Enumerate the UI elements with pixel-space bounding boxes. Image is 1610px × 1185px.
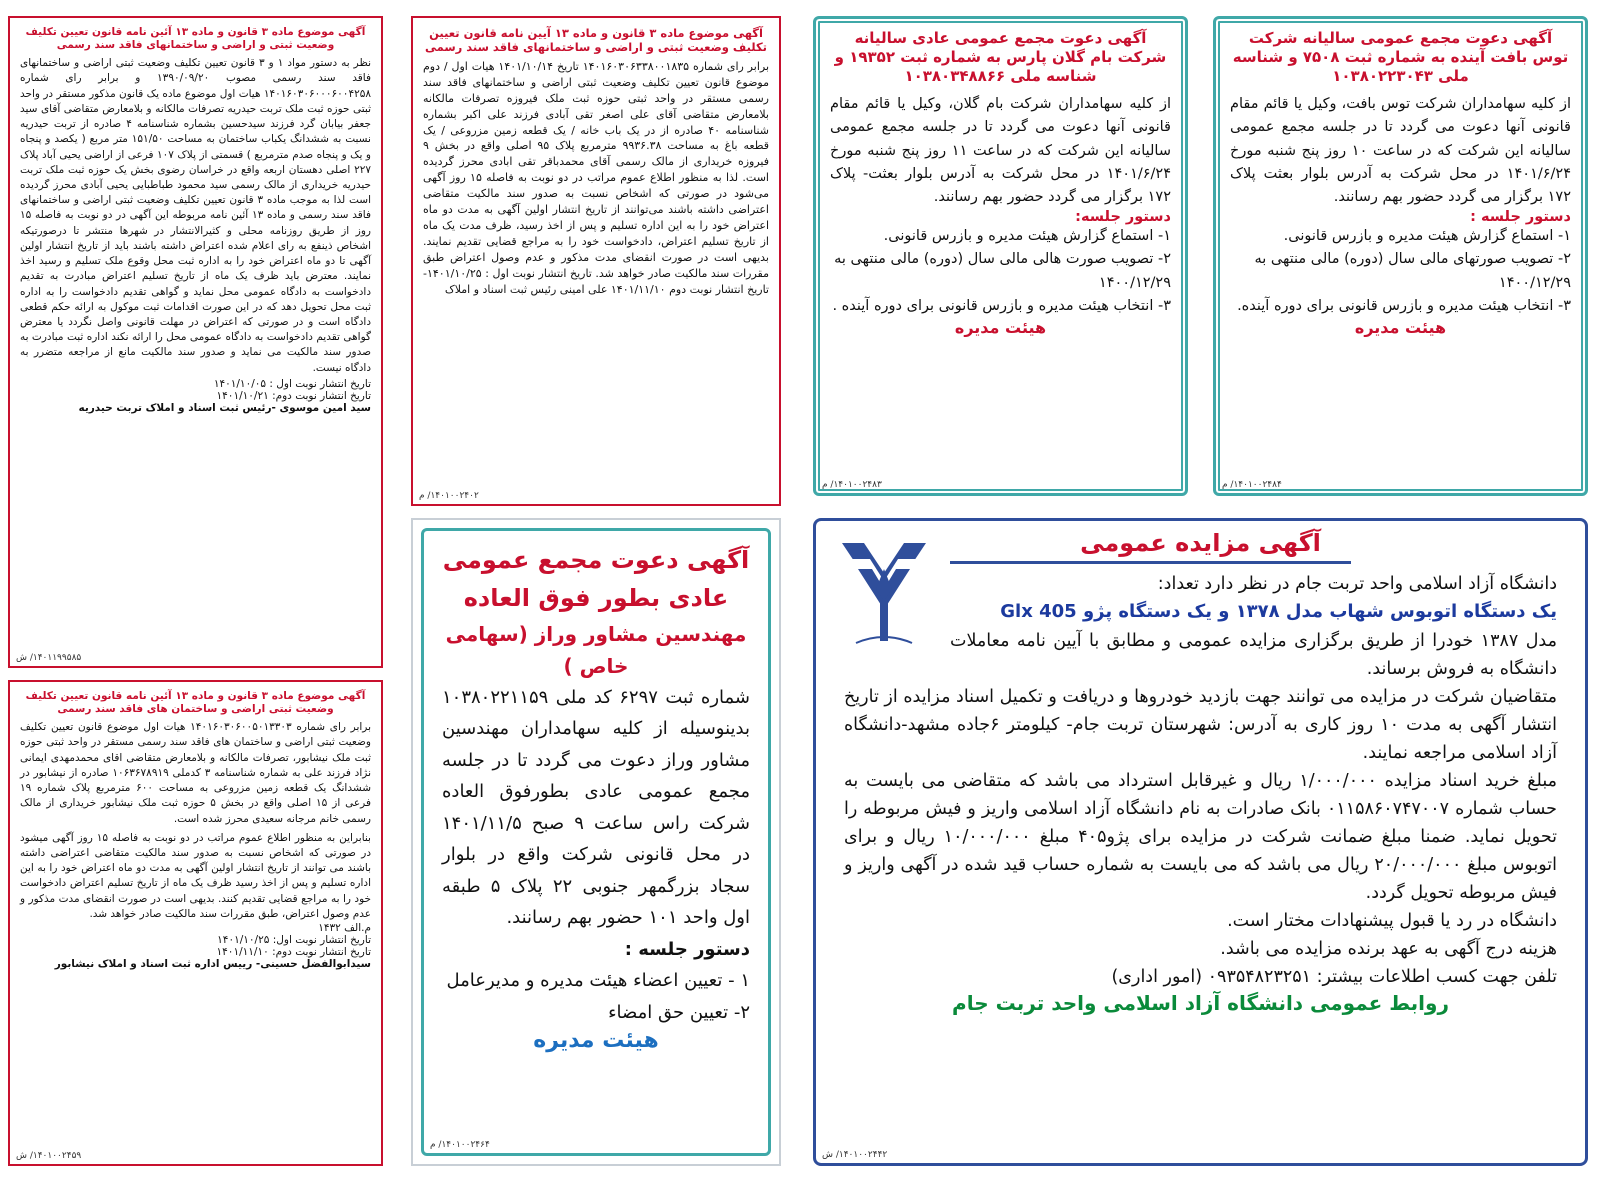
agenda-label: دستور جلسه :: [1470, 209, 1571, 226]
notice-code: ۱۴۰۱۰۰۲۴۰۲/ م: [419, 491, 479, 501]
land-notice-firouzeh: [411, 16, 781, 506]
notice-code: ۱۴۰۱۱۹۹۵۸۵/ ش: [16, 653, 82, 663]
agenda-item: ۱- استماع گزارش هیئت مدیره و بازرس قانونی.: [1283, 228, 1571, 245]
agenda-item: ۱- استماع گزارش هیئت مدیره و بازرس قانونی.: [883, 228, 1171, 245]
notice-title: آگهی موضوع ماده ۳ قانون و ماده ۱۳ آئین نامه قانون تعیین تکلیف وضعیت ثبتی و اراضی و ساختمانهای فاقد سند رسمی: [25, 26, 366, 52]
agenda-item: ۳- انتخاب هیئت مدیره و بازرس قانونی برای دوره آینده .: [832, 297, 1171, 314]
notice-body-continued: بنابراین به منظور اطلاع عموم مراتب در دو نوبت به فاصله ۱۵ روز آگهی میشود در صورتی که اشخاص نسبت به صدور سند مالکیت متقاضی اعتراضی داشته باشند می توانند از تاریخ انتشار اولین آگهی به مدت دو ماه اعتراض خود را به این اداره تسلیم و پس از اخذ رسید ظرف یک ماه از تاریخ تسلیم اعتراض دادخواست خود را به مراجع قضایی تقدیم کنند. بدیهی است در صورت انقضای مدت مذکور و عدم وصول اعتراض، طبق مقررات سند مالکیت صادر خواهد شد.: [20, 831, 371, 920]
agenda-item: ۲- تصویب صورتهای مالی سال (دوره) مالی منتهی به ۱۴۰۰/۱۲/۲۹: [1254, 251, 1571, 291]
notice-title: آگهی مزایده عمومی: [1080, 529, 1321, 557]
auction-paragraph: هزینه درج آگهی به عهد برنده مزایده می باشد.: [1220, 938, 1557, 959]
notice-body: شماره ثبت ۶۲۹۷ کد ملی ۱۰۳۸۰۲۲۱۱۵۹ بدینوسیله از کلیه سهامداران مهندسین مشاور وراز دعوت می گردد تا در جلسه مجمع عمومی عادی بطورفوق العاده شرکت راس ساعت ۹ صبح ۱۴۰۱/۱۱/۵ در محل قانونی شرکت واقع در بلوار سجاد بزرگمهر جنوبی ۲۲ پلاک ۵ طبقه اول واحد ۱۰۱ حضور بهم رسانند.: [442, 686, 751, 929]
university-logo-icon: [838, 539, 930, 651]
agenda-label: دستور جلسه:: [1075, 209, 1171, 226]
notice-title: آگهی دعوت مجمع عمومی سالیانه شرکت توس بافت آینده به شماره ثبت ۷۵۰۸ و شناسه ملی ۱۰۳۸۰۲۲۳۰۴۳: [1232, 29, 1569, 85]
publish-date-first: تاریخ انتشار نوبت اول : ۱۴۰۱/۱۰/۰۵: [213, 377, 371, 390]
publish-date-second: تاریخ انتشار نوبت دوم: ۱۴۰۱/۱۰/۲۱: [216, 389, 371, 402]
notice-code: ۱۴۰۱۰۰۲۴۸۴/ م: [1222, 480, 1282, 490]
notice-body: برابر رای شماره ۱۴۰۱۶۰۳۰۶۳۳۸۰۰۱۸۳۵ تاریخ ۱۴۰۱/۱۰/۱۴ هیات اول / دوم موضوع قانون تعیین تکلیف وضعیت ثبتی اراضی و ساختمانهای فاقد سند رسمی مستقر در واحد ثبتی حوزه ثبت ملک فیروزه تصرفات مالکانه بلامعارض متقاضی آقای علی اصغر تقی آبادی فرزند علی اکبر بشماره شناسنامه ۴۰ صادره از در یک باب خانه / یک قطعه زمین مزروعی / یک قطعه باغ به مساحت ۹۹۳۶.۳۸ مترمربع پلاک ۹۵ اصلی واقع در بخش ۹ فیروزه خریداری از مالک رسمی آقای محمدباقر تقی ابادی محرز گردیده است. لذا به منظور اطلاع عموم مراتب در دو نوبت به فاصله ۱۵ روز آگهی می‌شود در صورتی که اشخاص نسبت به صدور سند مالکیت متقاضی اعتراضی داشته باشند می‌توانند از تاریخ انتشار اولین آگهی به مدت دو ماه اعتراض خود را به این اداره تسلیم و پس از اخذ رسید، ظرف مدت یک ماه از تاریخ تسلیم اعتراض، دادخواست خود را به مراجع قضایی تقدیم نمایند. بدیهی است در صورت انقضای مدت مذکور و عدم وصول اعتراض طبق مقررات سند مالکیت صادر خواهد شد. تاریخ انتشار نوبت اول : ۱۴۰۱/۱۰/۲۵- تاریخ انتشار نوبت دوم ۱۴۰۱/۱۱/۱۰ علی امینی رئیس ثبت اسناد و املاک: [423, 59, 770, 296]
notice-code: ۱۴۰۱۰۰۲۴۶۴/ م: [430, 1140, 490, 1150]
notice-reference: م.الف ۱۴۳۲: [318, 922, 371, 935]
tousbaft-assembly-notice: [1213, 16, 1588, 496]
notice-signature: هیئت مدیره: [533, 1028, 659, 1054]
publish-date-second: تاریخ انتشار نوبت دوم: ۱۴۰۱/۱۱/۱۰: [216, 946, 371, 959]
land-notice-torbat-heydarieh: [8, 16, 383, 668]
notice-title: آگهی دعوت مجمع عمومی عادی سالیانه شرکت بام گلان پارس به شماره ثبت ۱۹۳۵۲ و شناسه ملی ۱۰۳۸۰۳۴۸۸۶۶: [834, 29, 1167, 85]
auction-items: یک دستگاه اتوبوس شهاب مدل ۱۳۷۸ و یک دستگاه پژو Glx 405: [1000, 601, 1557, 622]
notice-signature: روابط عمومی دانشگاه آزاد اسلامی واحد تربت جام: [952, 990, 1449, 1015]
company-name: مهندسین مشاور وراز (سهامی خاص ): [445, 621, 747, 678]
notice-frame: [421, 528, 771, 1156]
notice-body: برابر رای شماره ۱۴۰۱۶۰۳۰۶۰۰۵۰۱۳۳۰۳ هیات اول موضوع قانون تعیین تکلیف وضعیت ثبتی اراضی و ساختمان های فاقد سند رسمی مستقر در واحد ثبتی حوزه ثبت ملک نیشابور، تصرفات مالکانه و بلامعارض متقاضی اقای محمدمهدی ایمانی نژاد فرزند علی به شماره شناسنامه ۳ کدملی ۱۰۶۳۶۷۸۹۱۹ صادره از نیشابور در ششدانگ یک قطعه زمین مزروعی به مساحت ۶۰۰ مترمربع پلاک شماره ۱۹ فرعی از ۱۵ اصلی واقع در بخش ۵ حوزه ثبت ملک نیشابور خریداری از مالک رسمی خانم مرجانه سعیدی محرز شده است.: [20, 721, 371, 825]
agenda-item: ۱ - تعیین اعضاء هیئت مدیره و مدیرعامل: [446, 970, 750, 992]
notice-code: ۱۴۰۱۰۰۲۴۵۹/ ش: [16, 1151, 82, 1161]
publish-date-first: تاریخ انتشار نوبت اول: ۱۴۰۱/۱۰/۲۵: [217, 934, 371, 947]
auction-phone: تلفن جهت کسب اطلاعات بیشتر: ۰۹۳۵۴۸۲۳۲۵۱ (امور اداری): [1111, 966, 1557, 987]
notice-code: ۱۴۰۱۰۰۲۴۸۳/ م: [822, 480, 882, 490]
notice-title: آگهی موضوع ماده ۳ قانون و ماده ۱۳ آیین نامه قانون تعیین تکلیف وضعیت ثبتی و اراضی و ساختمانهای فاقد سند رسمی: [425, 26, 767, 55]
agenda-item: ۲- تصویب صورت هالی مالی سال (دوره) مالی منتهی به ۱۴۰۰/۱۲/۲۹: [834, 251, 1171, 291]
notice-title-line1: آگهی دعوت مجمع عمومی: [442, 546, 750, 574]
notice-signature: هیئت مدیره: [1354, 317, 1447, 337]
auction-paragraph: دانشگاه در رد یا قبول پیشنهادات مختار است.: [1227, 910, 1557, 931]
auction-paragraph: متقاضیان شرکت در مزایده می توانند جهت بازدید خودروها و دریافت و تکمیل اسناد مزایده از تاریخ انتشار آگهی به مدت ۱۰ روز کاری به آدرس: شهرستان تربت جام- کیلومتر ۶جاده مشهد-دانشگاه آزاد اسلامی مراجعه نمایند.: [844, 686, 1557, 763]
notice-title: آگهی موضوع ماده ۳ قانون و ماده ۱۳ آئین نامه قانون تعیین تکلیف وضعیت ثبتی اراضی و ساختمان های فاقد سند رسمی: [25, 690, 366, 716]
auction-intro: دانشگاه آزاد اسلامی واحد تربت جام در نظر دارد تعداد:: [1157, 574, 1557, 594]
notice-signature: هیئت مدیره: [954, 317, 1047, 337]
land-notice-neyshabur: [8, 680, 383, 1166]
agenda-item: ۲- تعیین حق امضاء: [608, 1001, 750, 1023]
notice-body: نظر به دستور مواد ۱ و ۳ قانون تعیین تکلیف وضعیت ثبتی اراضی و ساختمانهای فاقد سند رسمی مصوب ۱۳۹۰/۰۹/۲۰ و برابر رای شماره ۱۴۰۱۶۰۳۰۶۰۰۰۶۰۰۴۲۵۸ هیات اول موضوع ماده یک قانون مذکور مستقر در واحد ثبتی حوزه ثبت ملک تربت حیدریه تصرفات مالکانه و بلامعارض متقاضی آقای سید جعفر بیابان گرد فرزند سیدحسین بشماره شناسنامه ۴ صادره از تربت حیدریه نسبت به ششدانگ یکباب ساختمان به مساحت ۱۵۱/۵۰ متر مربع ( یکصد و پنجاه و یک و پنجاه صدم مترمربع ) قسمتی از پلاک ۱۰۷ فرعی از اراضی یحیی آباد پلاک ۲۲۷ اصلی دهستان اربعه واقع در خراسان رضوی بخش یک حوزه ثبت ملک تربت حیدریه خریداری از مالک رسمی سید محمود طباطبایی یحیی آبادی محرز گردیده است لذا به موجب ماده ۳ قانون تعیین تکلیف وضعیت ثبتی اراضی و ساختمانهای فاقد سند رسمی و ماده ۱۳ آئین نامه مربوطه این آگهی در دو نوبت به فاصله ۱۵ روز از طریق روزنامه محلی و کثیرالانتشار در شهرها منتشر تا درصورتیکه اشخاص ذینفع به رای اعلام شده اعتراض داشته باشند باید از تاریخ انتشار اولین آگهی تا دو ماه اعتراض خود را به اداره ثبت محل وقوع ملک تسلیم و رسید اخذ نمایند. معترض باید ظرف یک ماه از تاریخ تسلیم اعتراض مبادرت به تقدیم دادخواست به دادگاه عمومی محل نماید و گواهی تقدیم دادخواست را به اداره ثبت محل تحویل دهد که در این صورت اقدامات ثبت موکول به ارائه حکم قطعی دادگاه است و در صورتی که اعتراض در مهلت قانونی واصل نگردد یا معترض گواهی تقدیم دادخواست به دادگاه عمومی محل را ارائه نکند اداره ثبت مبادرت به صدور سند مالکیت می نماید و صدور سند مالکیت مانع از مراجعه متضرر به دادگاه نیست.: [20, 57, 372, 374]
notice-title-line2: عادی بطور فوق العاده: [463, 584, 729, 613]
notice-signature: سیدابوالفضل حسینی- رییس اداره ثبت اسناد و املاک نیشابور: [54, 958, 371, 971]
bamgolan-assembly-notice: [813, 16, 1188, 496]
agenda-item: ۳- انتخاب هیئت مدیره و بازرس قانونی برای دوره آینده.: [1237, 297, 1571, 314]
auction-notice: [813, 518, 1588, 1166]
notice-body: از کلیه سهامداران شرکت بام گلان، وکیل یا قائم مقام قانونی آنها دعوت می گردد تا در جلسه مجمع عمومی سالیانه این شرکت که در ساعت ۱۱ روز پنج شنبه مورخ ۱۴۰۱/۶/۲۴ در محل شرکت به آدرس بلوار بعثت- پلاک ۱۷۲ برگزار می گردد حضور بهم رسانند.: [830, 96, 1171, 205]
notice-body: از کلیه سهامداران شرکت توس بافت، وکیل یا قائم مقام قانونی آنها دعوت می گردد تا در جلسه مجمع عمومی سالیانه این شرکت که در ساعت ۱۰ روز پنج شنبه مورخ ۱۴۰۱/۶/۲۴ در محل شرکت به آدرس بلوار بعثت پلاک ۱۷۲ برگزار می گردد حضور بهم رسانند.: [1230, 96, 1571, 205]
auction-paragraph: مدل ۱۳۸۷ خودرا از طریق برگزاری مزایده عمومی و مطابق با آیین نامه معاملات دانشگاه به فروش برساند.: [950, 630, 1557, 679]
title-underline: [950, 561, 1351, 564]
notice-code: ۱۴۰۱۰۰۲۴۴۲/ ش: [822, 1150, 888, 1160]
auction-paragraph: مبلغ خرید اسناد مزایده ۱/۰۰۰/۰۰۰ ریال و غیرقابل استرداد می باشد که متقاضی می بایست به حساب شماره ۰۱۱۵۸۶۰۷۴۷۰۰۷ بانک صادرات به نام دانشگاه آزاد اسلامی واریز و فیش مربوطه را تحویل نماید. ضمنا مبلغ ضمانت شرکت در مزایده برای پژو۴۰۵ مبلغ ۱۰/۰۰۰/۰۰۰ ریال و برای اتوبوس مبلغ ۲۰/۰۰۰/۰۰۰ ریال می باشد که می بایست به شماره حساب قید شده در آگهی واریز و فیش مربوطه تحویل گردد.: [844, 770, 1558, 903]
engineers-assembly-notice: [411, 518, 781, 1166]
agenda-label: دستور جلسه :: [624, 938, 750, 960]
notice-signature: سید امین موسوی -رئیس ثبت اسناد و املاک تربت حیدریه: [78, 401, 371, 414]
